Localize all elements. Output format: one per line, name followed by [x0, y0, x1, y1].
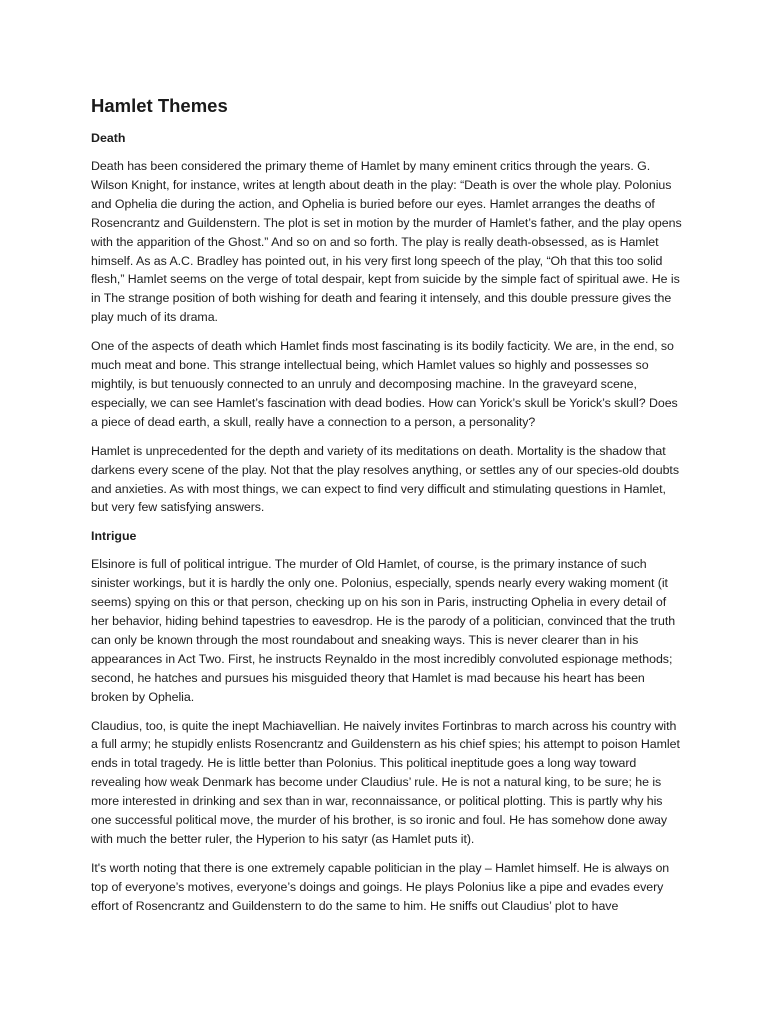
paragraph: Hamlet is unprecedented for the depth and variety of its meditations on death. Mortality is the shadow that darkens every scene of the play. Not that the play resolves anything, or settles any of our species-old doubts and anxieties. As with most things, we can expect to find very difficult and stimulating questions in Hamlet, but very few satisfying answers.	[91, 443, 679, 515]
paragraph: Elsinore is full of political intrigue. The murder of Old Hamlet, of course, is the primary instance of such sinister workings, but it is hardly the only one. Polonius, especially, spends nearly every waking moment (it seems) spying on this or that person, checking up on his son in Paris, instructing Ophelia in every detail of her behavior, hiding behind tapestries to eavesdrop. He is the parody of a politician, convinced that the truth can only be known through the most roundabout and sneaking ways. This is never clearer than in his appearances in Act Two. First, he instructs Reynaldo in the most incredibly convoluted espionage methods; second, he hatches and pursues his misguided theory that Hamlet is mad because his heart has been broken by Ophelia.	[91, 557, 676, 704]
document-title: Hamlet Themes	[91, 95, 228, 116]
section-heading-death: Death	[91, 131, 126, 145]
paragraph: Claudius, too, is quite the inept Machiavellian. He naively invites Fortinbras to march across his country with a full army; he stupidly enlists Rosencrantz and Guildenstern as his chief spies; his attempt to poison Hamlet ends in total tragedy. He is little better than Polonius. This political ineptitude goes a long way toward revealing how weak Denmark has become under Claudius’ rule. He is not a natural king, to be sure; he is more interested in drinking and sex than in war, reconnaissance, or political plotting. This is partly why his one successful political move, the murder of his brother, is so ironic and foul. He has somehow done away with much the better ruler, the Hyperion to his satyr (as Hamlet puts it).	[91, 718, 680, 846]
document-body	[91, 93, 683, 926]
section-heading-intrigue: Intrigue	[91, 529, 137, 544]
paragraph: One of the aspects of death which Hamlet finds most fascinating is its bodily facticity. We are, in the end, so much meat and bone. This strange intellectual being, which Hamlet values so highly and possesses so mightily, is but tenuously connected to an unruly and decomposing machine. In the graveyard scene, especially, we can see Hamlet’s fascination with dead bodies. How can Yorick’s skull be Yorick’s skull? Does a piece of dead earth, a skull, really have a connection to a person, a personality?	[91, 339, 678, 429]
paragraph: Death has been considered the primary theme of Hamlet by many eminent critics through the years. G. Wilson Knight, for instance, writes at length about death in the play: “Death is over the whole play. Polonius and Ophelia die during the action, and Ophelia is buried before our eyes. Hamlet arranges the deaths of Rosencrantz and Guildenstern. The plot is set in motion by the murder of Hamlet’s father, and the play opens with the apparition of the Ghost.” And so on and so forth. The play is really death-obsessed, as is Hamlet himself. As as A.C. Bradley has pointed out, in his very first long speech of the play, “Oh that this too solid flesh,” Hamlet seems on the verge of total despair, kept from suicide by the simple fact of spiritual awe. He is in The strange position of both wishing for death and fearing it intensely, and this double pressure gives the play much of its drama.	[91, 159, 682, 325]
paragraph: It's worth noting that there is one extremely capable politician in the play – Hamlet himself. He is always on top of everyone’s motives, everyone’s doings and goings. He plays Polonius like a pipe and evades every effort of Rosencrantz and Guildenstern to do the same to him. He sniffs out Claudius’ plot to have	[91, 860, 670, 913]
